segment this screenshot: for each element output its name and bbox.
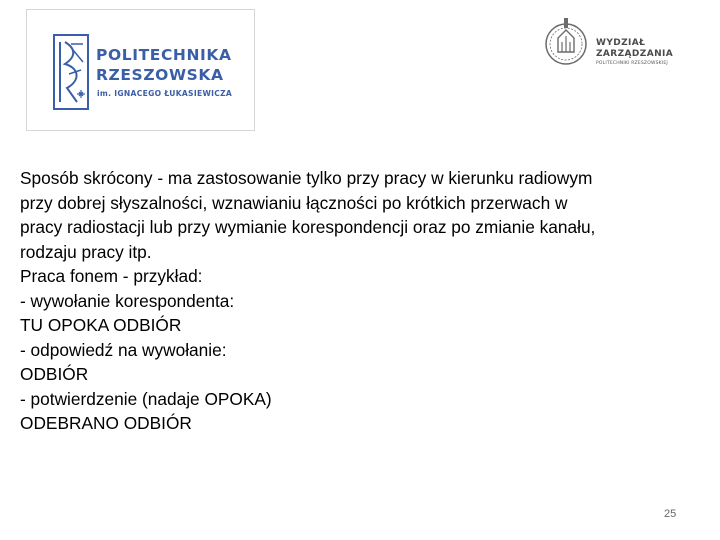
body-line: ODEBRANO ODBIÓR bbox=[20, 413, 192, 433]
logo-text-rzeszowska: RZESZOWSKA bbox=[96, 66, 224, 84]
logo-text-zarzadzania: ZARZĄDZANIA bbox=[596, 49, 674, 59]
body-line: - potwierdzenie (nadaje OPOKA) bbox=[20, 388, 272, 409]
body-line: rodzaju pracy itp. bbox=[20, 241, 152, 262]
politechnika-emblem-icon bbox=[53, 34, 89, 110]
slide-body-text bbox=[20, 166, 710, 436]
body-line: - odpowiedź na wywołanie: bbox=[20, 339, 227, 360]
body-line: pracy radiostacji lub przy wymianie korespondencji oraz po zmianie kanału, bbox=[20, 217, 596, 237]
body-line: ODBIÓR bbox=[20, 364, 89, 384]
body-line: - wywołanie korespondenta: bbox=[20, 290, 235, 311]
logo-text-politechniki: POLITECHNIKI RZESZOWSKIEJ bbox=[596, 61, 668, 66]
body-line: Praca fonem - przykład: bbox=[20, 266, 203, 286]
page-number: 25 bbox=[664, 508, 677, 520]
logo-text-politechnika: POLITECHNIKA bbox=[96, 46, 232, 64]
body-line: Sposób skrócony - ma zastosowanie tylko przy pracy w kierunku radiowym bbox=[20, 168, 593, 188]
logo-text-patron: im. IGNACEGO ŁUKASIEWICZA bbox=[97, 89, 233, 98]
logo-text-wydzial: WYDZIAŁ bbox=[596, 38, 646, 48]
body-line: przy dobrej słyszalności, wznawianiu łączności po krótkich przerwach w bbox=[20, 192, 568, 213]
body-line: TU OPOKA ODBIÓR bbox=[20, 315, 182, 335]
